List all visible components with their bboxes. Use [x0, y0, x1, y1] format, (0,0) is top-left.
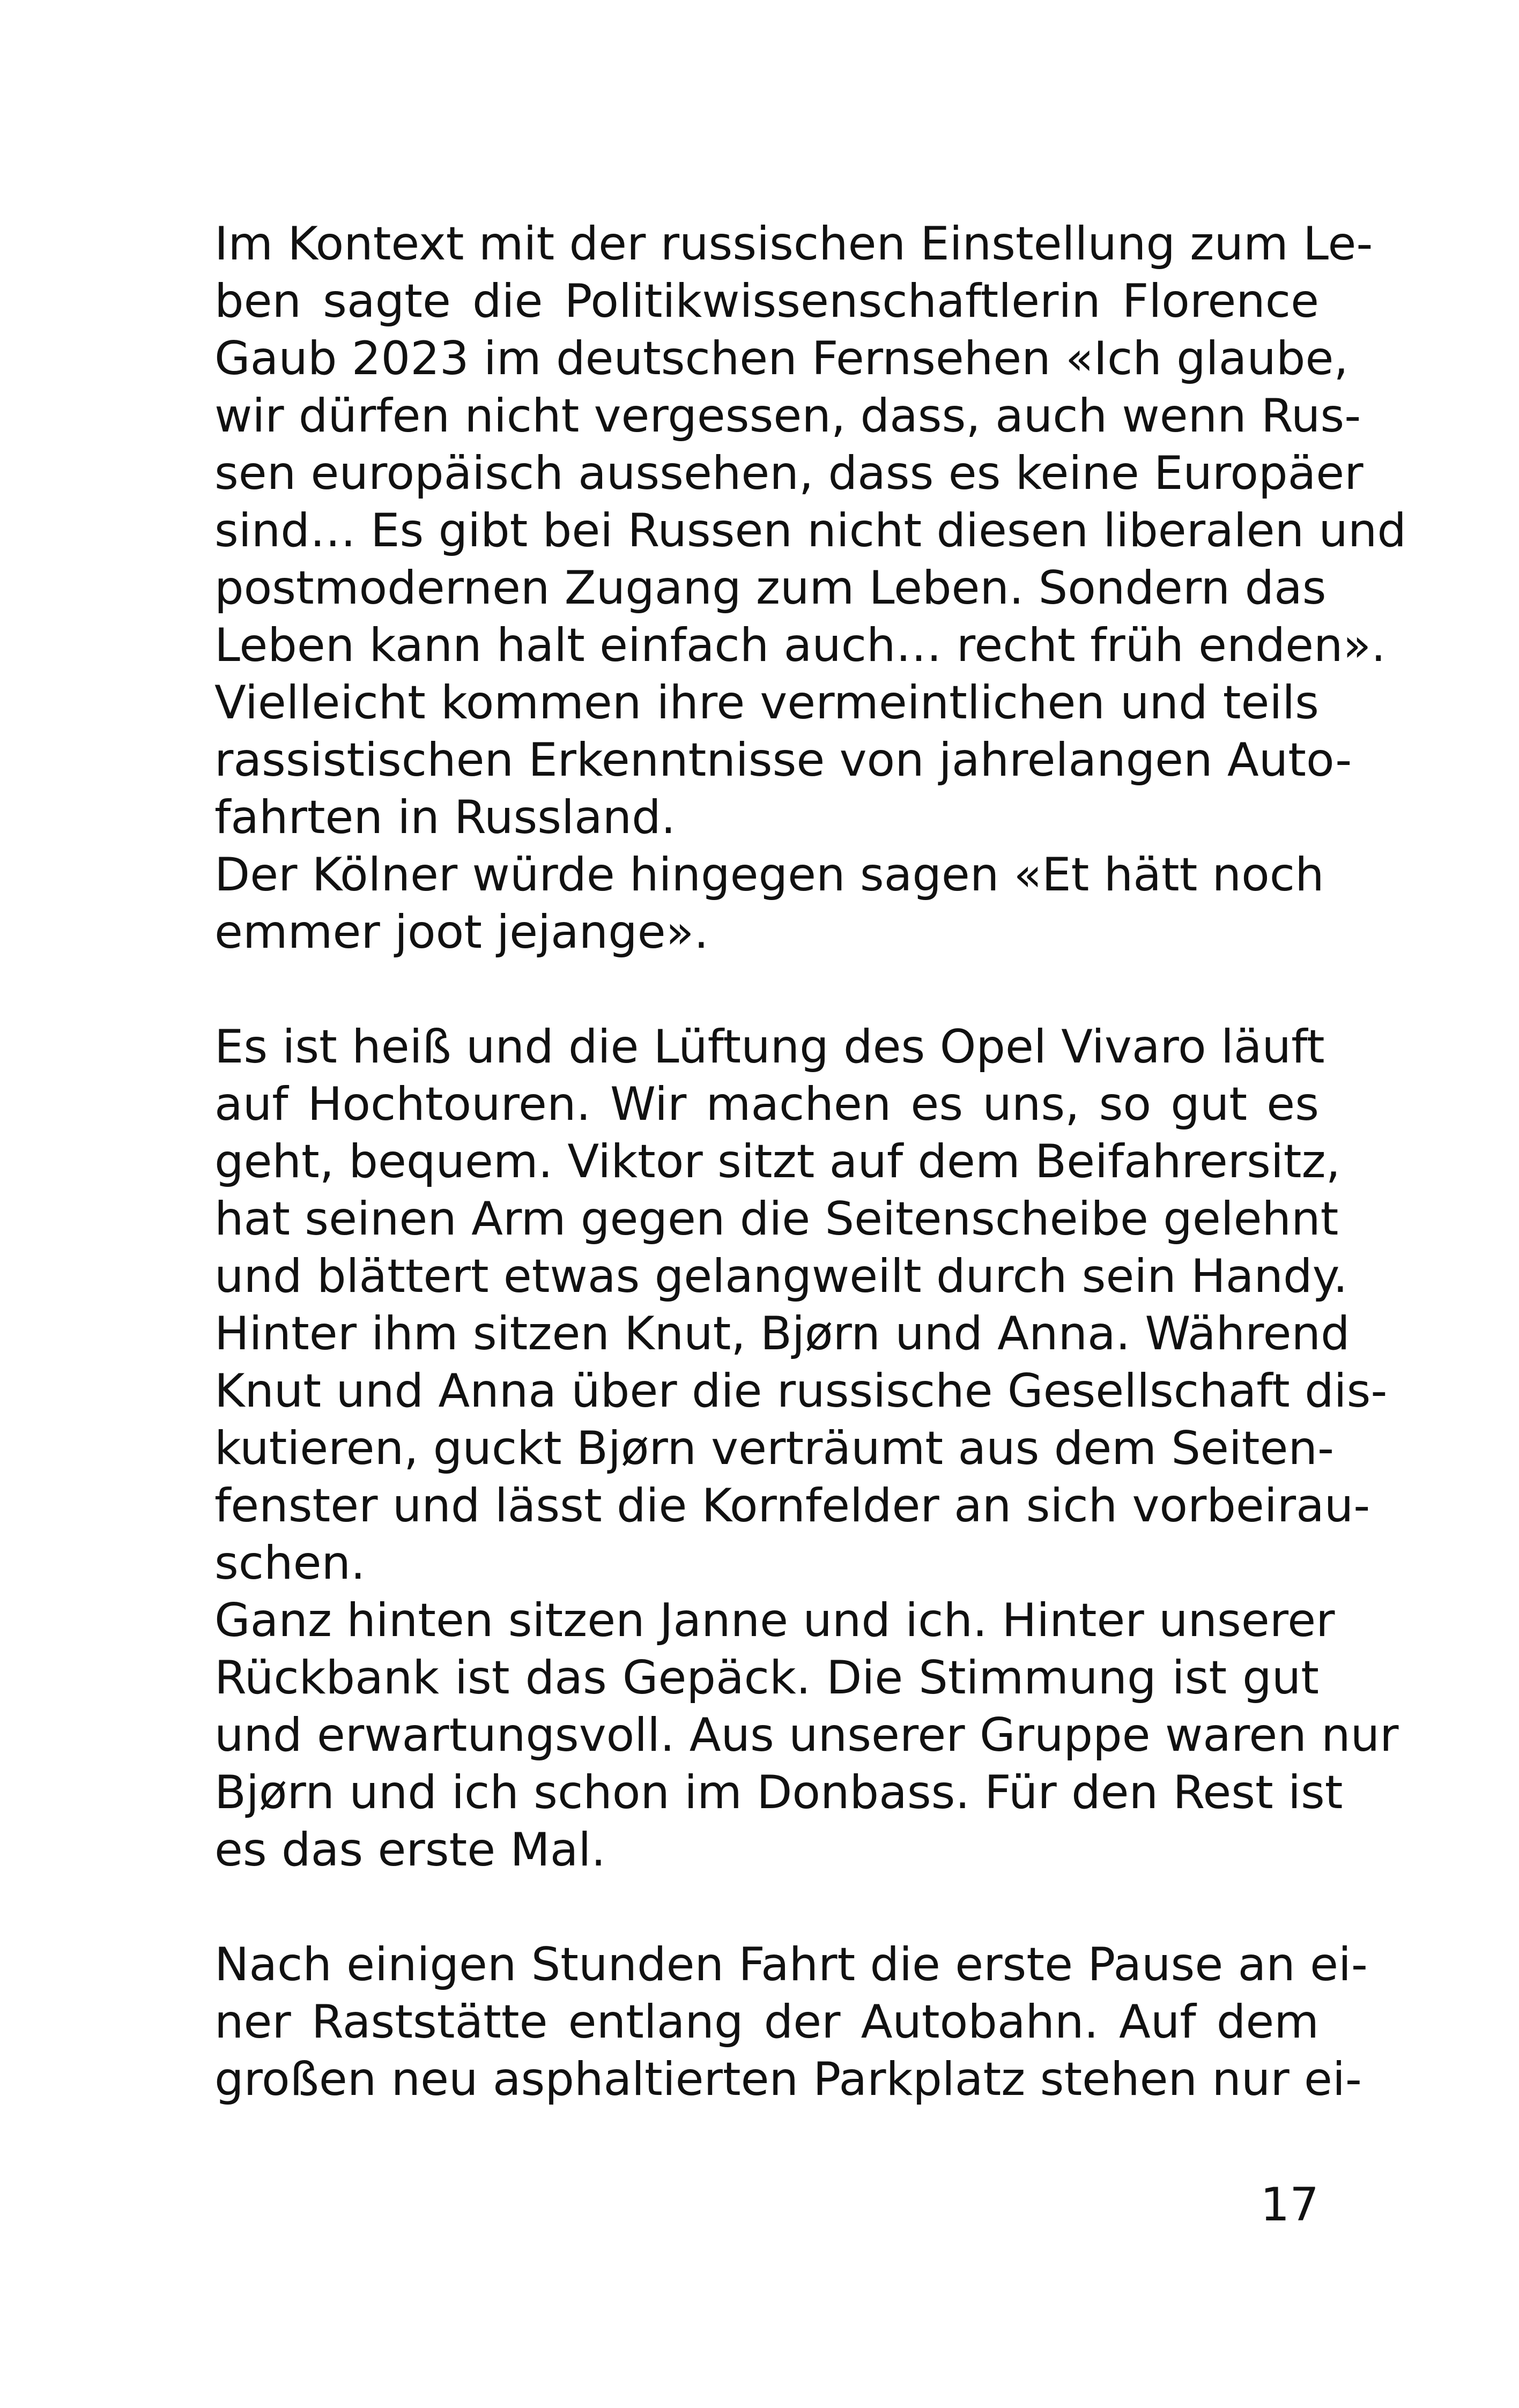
- text-line: Leben kann halt einfach auch… recht früh enden».: [214, 619, 1386, 672]
- text-line: ner Raststätte entlang der Autobahn. Auf dem: [214, 1995, 1319, 2049]
- text-line: Gaub 2023 im deutschen Fernsehen «Ich glaube,: [214, 332, 1348, 385]
- text-line: ben sagte die Politikwissenschaftlerin Florence: [214, 274, 1319, 328]
- paragraph-gap: [214, 1879, 1319, 1936]
- text-line: großen neu asphaltierten Parkplatz stehen nur ei-: [214, 2053, 1362, 2106]
- text-line: Vielleicht kommen ihre vermeintlichen und teils: [214, 676, 1319, 730]
- text-line: auf Hochtouren. Wir machen es uns, so gut es: [214, 1077, 1319, 1131]
- text-line: Im Kontext mit der russischen Einstellung zum Le-: [214, 217, 1373, 271]
- page-number: 17: [1260, 2178, 1319, 2232]
- text-line: fenster und lässt die Kornfelder an sich vorbeirau-: [214, 1479, 1370, 1533]
- text-line: sind… Es gibt bei Russen nicht diesen liberalen und: [214, 504, 1407, 558]
- text-line: es das erste Mal.: [214, 1823, 606, 1877]
- text-line: Ganz hinten sitzen Janne und ich. Hinter unserer: [214, 1594, 1335, 1647]
- text-line: fahrten in Russland.: [214, 791, 676, 844]
- text-line: und blättert etwas gelangweilt durch sein Handy.: [214, 1250, 1348, 1303]
- text-line: Nach einigen Stunden Fahrt die erste Pause an ei-: [214, 1938, 1368, 1991]
- text-line: Knut und Anna über die russische Gesellschaft dis-: [214, 1364, 1388, 1418]
- text-line: wir dürfen nicht vergessen, dass, auch wenn Rus-: [214, 389, 1361, 443]
- text-line: rassistischen Erkenntnisse von jahrelangen Auto-: [214, 733, 1352, 787]
- paragraph: [214, 1592, 1399, 1879]
- text-line: Bjørn und ich schon im Donbass. Für den Rest ist: [214, 1766, 1343, 1819]
- paragraph: [214, 846, 1324, 961]
- text-line: hat seinen Arm gegen die Seitenscheibe gelehnt: [214, 1192, 1339, 1246]
- page-body: [214, 215, 1407, 2108]
- text-line: kutieren, guckt Bjørn verträumt aus dem Seiten-: [214, 1422, 1334, 1475]
- paragraph-gap: [214, 961, 1319, 1019]
- text-line: postmodernen Zugang zum Leben. Sondern das: [214, 561, 1327, 615]
- paragraph: [214, 1936, 1368, 2108]
- text-line: und erwartungsvoll. Aus unserer Gruppe waren nur: [214, 1708, 1399, 1762]
- text-line: geht, bequem. Viktor sitzt auf dem Beifahrersitz,: [214, 1135, 1340, 1188]
- text-line: emmer joot jejange».: [214, 905, 709, 959]
- paragraph: [214, 1019, 1388, 1592]
- paragraph: [214, 215, 1407, 846]
- text-line: sen europäisch aussehen, dass es keine Europäer: [214, 447, 1364, 500]
- text-line: Der Kölner würde hingegen sagen «Et hätt noch: [214, 848, 1324, 902]
- text-line: schen.: [214, 1536, 366, 1590]
- text-line: Hinter ihm sitzen Knut, Bjørn und Anna. Während: [214, 1307, 1350, 1361]
- text-line: Es ist heiß und die Lüftung des Opel Vivaro läuft: [214, 1020, 1325, 1074]
- text-line: Rückbank ist das Gepäck. Die Stimmung ist gut: [214, 1651, 1319, 1705]
